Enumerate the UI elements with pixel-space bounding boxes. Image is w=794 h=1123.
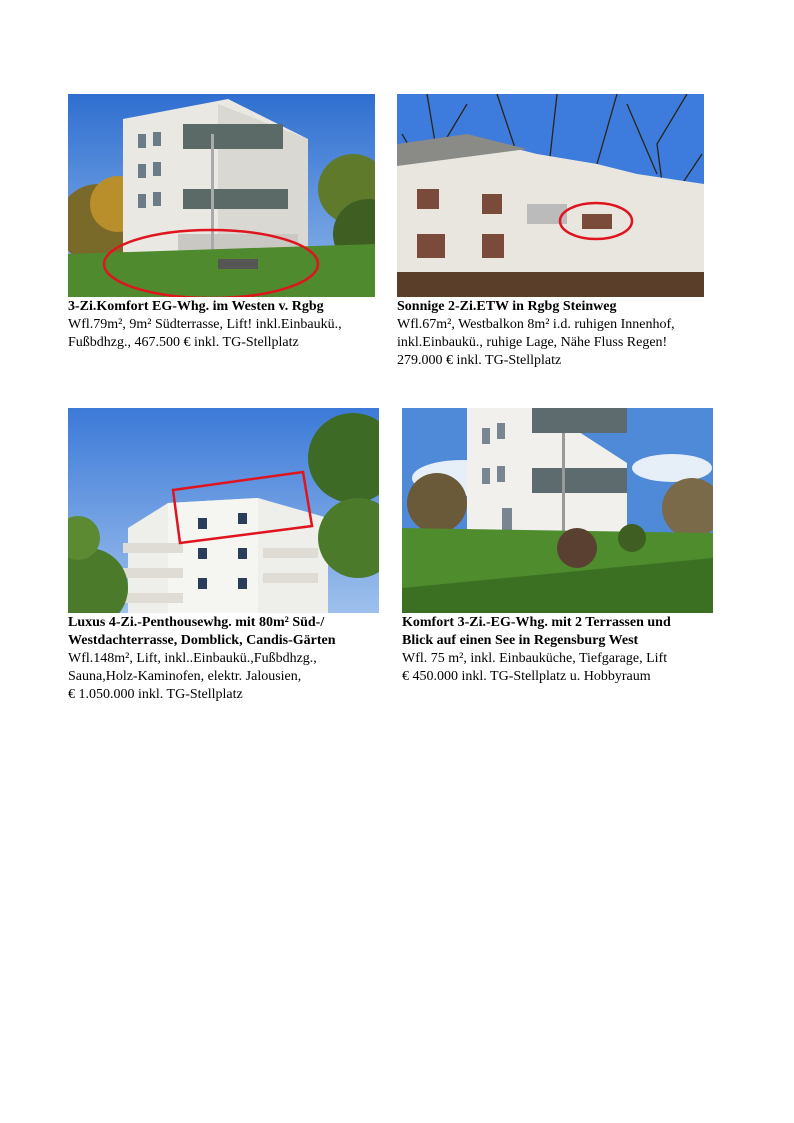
listing-4-title-line-2: Blick auf einen See in Regensburg West xyxy=(402,633,639,648)
listing-1-title: 3-Zi.Komfort EG-Whg. im Westen v. Rgbg xyxy=(68,299,324,314)
listing-4-desc-line-1: Wfl. 75 m², inkl. Einbauküche, Tiefgarage, Lift xyxy=(402,651,668,666)
listing-4-title-line-1: Komfort 3-Zi.-EG-Whg. mit 2 Terrassen und xyxy=(402,615,671,630)
listing-2-desc-line-3: 279.000 € inkl. TG-Stellplatz xyxy=(397,353,562,368)
listing-1-desc-line-2: Fußbdhzg., 467.500 € inkl. TG-Stellplatz xyxy=(68,335,299,350)
listing-4 xyxy=(402,408,713,686)
listing-3-desc-line-1: Wfl.148m², Lift, inkl..Einbaukü.,Fußbdhzg., xyxy=(68,651,317,666)
listing-3 xyxy=(68,408,379,704)
listing-4-desc-line-2: € 450.000 inkl. TG-Stellplatz u. Hobbyraum xyxy=(402,669,651,684)
listing-3-photo xyxy=(68,408,379,613)
listing-2-title: Sonnige 2-Zi.ETW in Rgbg Steinweg xyxy=(397,299,617,314)
listing-1-photo xyxy=(68,94,375,297)
listing-2-photo xyxy=(397,94,704,297)
listing-2-desc-line-2: inkl.Einbaukü., ruhige Lage, Nähe Fluss Regen! xyxy=(397,335,668,350)
listing-3-title-line-2: Westdachterrasse, Domblick, Candis-Gärten xyxy=(68,633,336,648)
listing-4-photo xyxy=(402,408,713,613)
listing-1 xyxy=(68,94,375,352)
listing-3-desc-line-3: € 1.050.000 inkl. TG-Stellplatz xyxy=(68,687,243,702)
listing-3-title-line-1: Luxus 4-Zi.-Penthousewhg. mit 80m² Süd-/ xyxy=(68,615,325,630)
listing-2-desc-line-1: Wfl.67m², Westbalkon 8m² i.d. ruhigen Innenhof, xyxy=(397,317,675,332)
listing-2 xyxy=(397,94,704,370)
listing-3-desc-line-2: Sauna,Holz-Kaminofen, elektr. Jalousien, xyxy=(68,669,302,684)
listing-1-desc-line-1: Wfl.79m², 9m² Südterrasse, Lift! inkl.Einbaukü., xyxy=(68,317,342,332)
